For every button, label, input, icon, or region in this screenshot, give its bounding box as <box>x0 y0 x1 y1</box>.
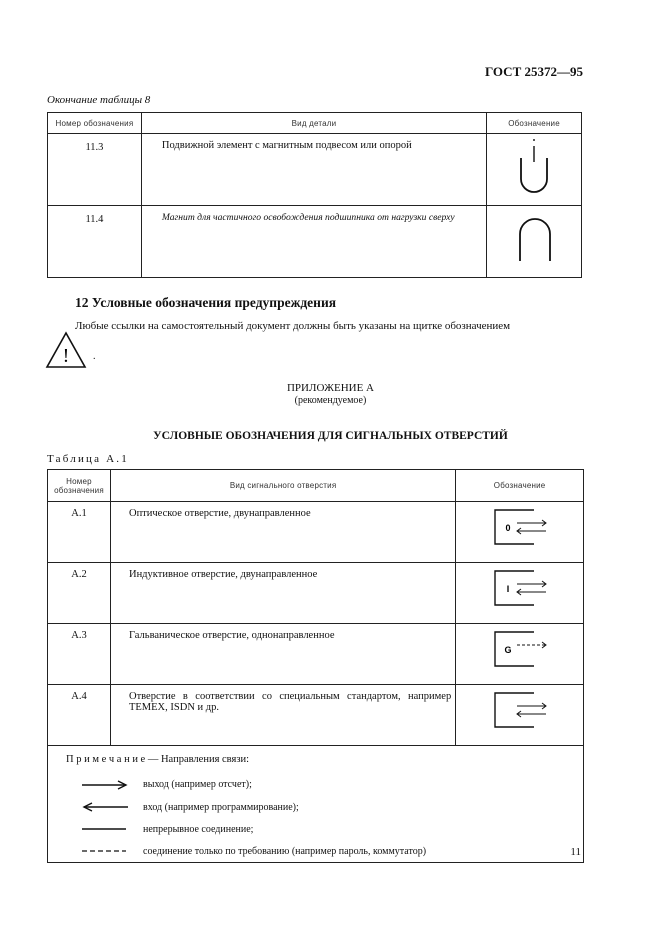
dashed-line-icon <box>82 846 128 856</box>
row-number: А.1 <box>48 502 111 563</box>
note-item-continuous: непрерывное соединение; <box>143 824 254 835</box>
table-a1 <box>47 469 584 863</box>
note-item-output: выход (например отсчет); <box>143 779 252 790</box>
note-section <box>48 746 584 863</box>
column-header: Номер обозначения <box>48 470 111 502</box>
page-number: 11 <box>570 846 581 858</box>
tableA1-caption: Таблица А.1 <box>47 453 129 465</box>
appendix-heading: УСЛОВНЫЕ ОБОЗНАЧЕНИЯ ДЛЯ СИГНАЛЬНЫХ ОТВЕРСТИЙ <box>153 430 508 442</box>
standard-number: ГОСТ 25372—95 <box>484 64 583 79</box>
inductive-bidirectional-port-symbol <box>456 563 584 617</box>
row-description: Оптическое отверстие, двунаправленное <box>110 502 455 563</box>
table8-caption: Окончание таблицы 8 <box>47 94 151 106</box>
special-standard-port-symbol <box>456 685 584 739</box>
row-description: Отверстие в соответствии со специальным стандартом, например TEMEX, ISDN и др. <box>110 685 455 746</box>
section-12-title: 12 Условные обозначения предупреждения <box>75 295 337 310</box>
section-12-text: Любые ссылки на самостоятельный документ должны быть указаны на щитке обозначением <box>75 320 511 332</box>
column-header: Вид сигнального отверстия <box>110 470 455 502</box>
warning-dot: . <box>93 351 96 362</box>
note-title: П р и м е ч а н и е — Направления связи: <box>66 754 250 765</box>
row-description: Подвижной элемент с магнитным подвесом или опорой <box>141 134 486 206</box>
input-arrow-icon <box>82 802 128 812</box>
warning-symbol: ! <box>62 345 70 367</box>
row-description: Магнит для частичного освобождения подшипника от нагрузки сверху <box>141 206 486 278</box>
output-arrow-icon <box>82 780 128 790</box>
warning-triangle-icon <box>44 330 88 370</box>
table-row <box>48 134 582 206</box>
svg-text:I: I <box>506 584 510 594</box>
note-item-input: вход (например программирование); <box>143 802 299 813</box>
table-row <box>48 563 584 624</box>
row-description: Гальваническое отверстие, однонаправленное <box>110 624 455 685</box>
appendix-subtitle: (рекомендуемое) <box>294 395 367 406</box>
table-row <box>48 502 584 563</box>
row-number: А.3 <box>48 624 111 685</box>
galvanic-unidirectional-port-symbol <box>456 624 584 678</box>
column-header: Обозначение <box>456 470 584 502</box>
table-8 <box>47 112 582 278</box>
svg-text:0: 0 <box>505 523 511 533</box>
row-number: А.4 <box>48 685 111 746</box>
column-header: Обозначение <box>487 113 582 134</box>
table-row <box>48 624 584 685</box>
optical-bidirectional-port-symbol <box>456 502 584 556</box>
table-row <box>48 685 584 746</box>
note-item-on-demand: соединение только по требованию (например пароль, коммутатор) <box>143 846 427 857</box>
magnetic-suspension-symbol <box>487 134 582 197</box>
continuous-line-icon <box>82 824 128 834</box>
row-number: А.2 <box>48 563 111 624</box>
row-number: 11.4 <box>48 206 142 278</box>
svg-text:G: G <box>504 645 512 655</box>
row-number: 11.3 <box>48 134 142 206</box>
appendix-title: ПРИЛОЖЕНИЕ А <box>286 382 374 394</box>
bearing-relief-magnet-symbol <box>487 206 582 269</box>
row-description: Индуктивное отверстие, двунаправленное <box>110 563 455 624</box>
column-header: Вид детали <box>141 113 486 134</box>
table-row <box>48 206 582 278</box>
column-header: Номер обозначения <box>48 113 142 134</box>
